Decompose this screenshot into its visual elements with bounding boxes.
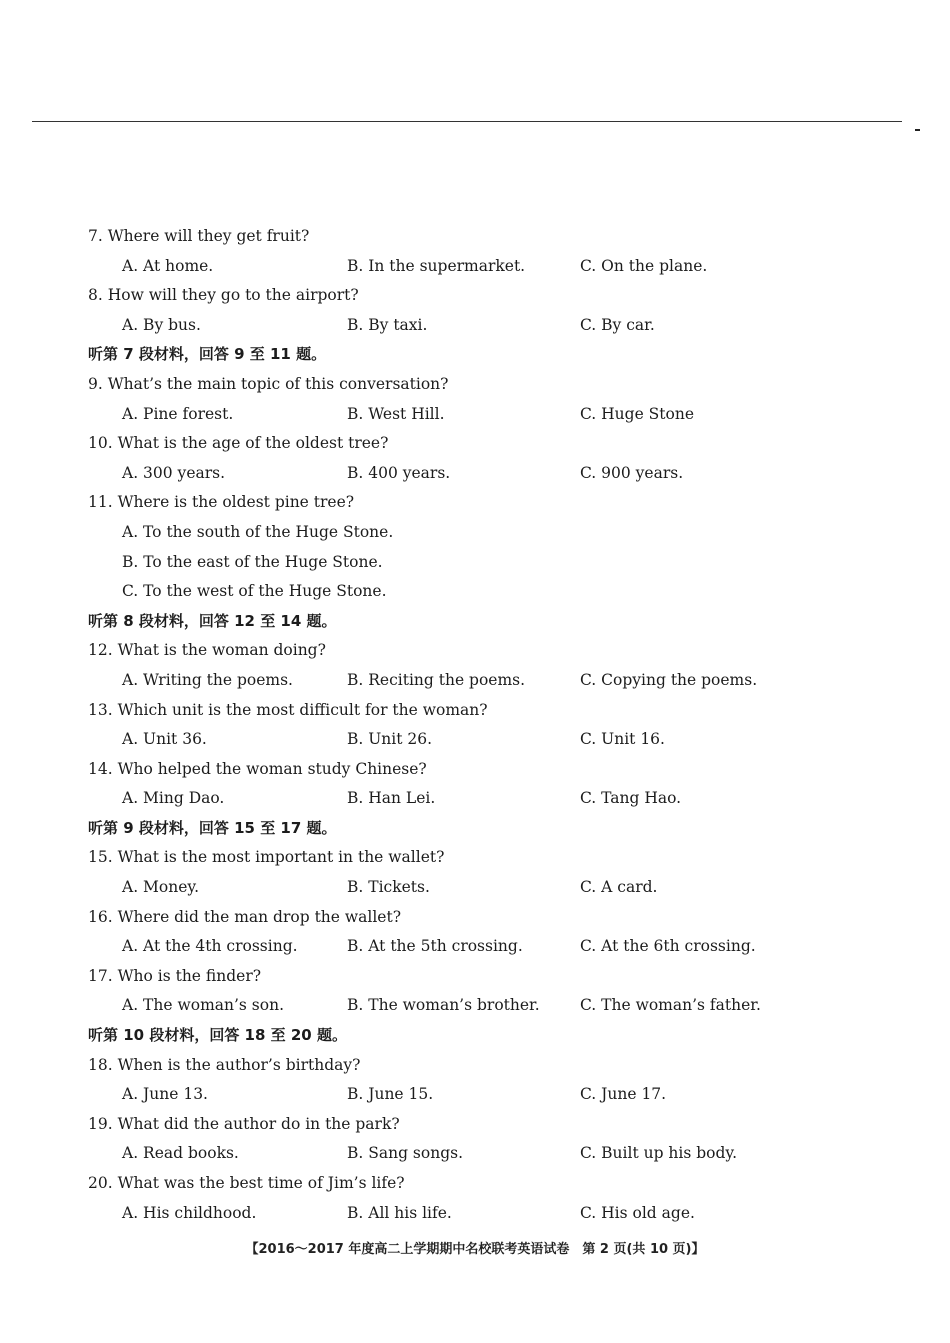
option-c: C. Unit 16.: [580, 730, 665, 749]
question-text: 19. What did the author do in the park?: [88, 1114, 400, 1133]
option-a: A. 300 years.: [122, 463, 226, 482]
question-text: 20. What was the best time of Jim’s life?: [88, 1174, 405, 1192]
question-text: 15. What is the most important in the wallet?: [88, 848, 445, 867]
option-row: [0, 784, 950, 814]
question-text: 14. Who helped the woman study Chinese?: [88, 759, 427, 778]
option-a: A. The woman’s son.: [122, 996, 284, 1015]
section-instruction: [0, 1021, 950, 1051]
question-text: 11. Where is the oldest pine tree?: [88, 493, 355, 512]
header-rule-mark: [915, 129, 920, 131]
option-a: A. Read books.: [122, 1144, 239, 1163]
question-text: 7. Where will they get fruit?: [88, 227, 310, 245]
option-b: B. At the 5th crossing.: [347, 937, 523, 956]
section-instruction: [0, 607, 950, 637]
question-stem: [0, 1051, 950, 1081]
question-stem: [0, 636, 950, 666]
option-c: C. To the west of the Huge Stone.: [122, 582, 387, 601]
option-row: [0, 518, 950, 548]
option-c: C. Copying the poems.: [580, 670, 758, 689]
question-text: 10. What is the age of the oldest tree?: [88, 434, 389, 453]
question-stem: [0, 843, 950, 873]
question-text: 9. What’s the main topic of this conversation?: [88, 374, 449, 393]
option-a: A. At the 4th crossing.: [122, 937, 298, 956]
option-c: C. The woman’s father.: [580, 996, 761, 1015]
question-stem: [0, 222, 950, 252]
question-stem: [0, 962, 950, 992]
option-a: A. Unit 36.: [122, 730, 207, 749]
option-b: B. By taxi.: [347, 315, 428, 334]
option-a: A. June 13.: [122, 1085, 208, 1104]
question-stem: [0, 696, 950, 726]
question-stem: [0, 370, 950, 400]
question-text: 8. How will they go to the airport?: [88, 286, 359, 305]
option-row: [0, 548, 950, 578]
option-row: [0, 991, 950, 1021]
header-rule: [32, 121, 902, 122]
option-a: A. Pine forest.: [122, 404, 234, 423]
question-stem: [0, 429, 950, 459]
section-instruction: [0, 814, 950, 844]
option-c: C. Tang Hao.: [580, 789, 682, 808]
option-b: B. All his life.: [347, 1203, 452, 1222]
option-row: [0, 252, 950, 282]
question-stem: [0, 755, 950, 785]
option-row: [0, 311, 950, 341]
option-row: [0, 1199, 950, 1229]
option-c: C. 900 years.: [580, 463, 684, 482]
option-b: B. To the east of the Huge Stone.: [122, 552, 383, 571]
option-a: A. Writing the poems.: [122, 670, 293, 689]
question-text: 18. When is the author’s birthday?: [88, 1055, 361, 1074]
option-c: C. On the plane.: [580, 256, 708, 275]
option-c: C. His old age.: [580, 1203, 695, 1222]
option-row: [0, 666, 950, 696]
question-text: 17. Who is the finder?: [88, 966, 262, 985]
option-row: [0, 459, 950, 489]
option-c: C. Built up his body.: [580, 1144, 738, 1163]
option-b: B. 400 years.: [347, 463, 451, 482]
question-stem: [0, 488, 950, 518]
question-text: 16. Where did the man drop the wallet?: [88, 907, 402, 926]
option-b: B. Tickets.: [347, 878, 430, 897]
option-row: [0, 1139, 950, 1169]
question-stem: [0, 1110, 950, 1140]
option-a: A. At home.: [122, 256, 214, 275]
option-b: B. June 15.: [347, 1085, 434, 1104]
option-a: A. Money.: [122, 878, 200, 897]
section-instruction-text: 听第 9 段材料，回答 15 至 17 题。: [88, 818, 337, 837]
option-a: A. To the south of the Huge Stone.: [122, 522, 394, 541]
section-instruction-text: 听第 10 段材料，回答 18 至 20 题。: [88, 1026, 347, 1045]
option-b: B. Unit 26.: [347, 730, 433, 749]
option-b: B. The woman’s brother.: [347, 996, 540, 1015]
option-row: [0, 932, 950, 962]
option-c: C. By car.: [580, 315, 655, 334]
option-b: B. Sang songs.: [347, 1144, 464, 1163]
option-row: [0, 1080, 950, 1110]
question-text: 13. Which unit is the most difficult for the woman?: [88, 700, 488, 719]
option-a: A. By bus.: [122, 315, 201, 334]
option-c: C. At the 6th crossing.: [580, 937, 756, 956]
option-a: A. Ming Dao.: [122, 789, 225, 808]
option-b: B. West Hill.: [347, 404, 445, 423]
option-c: C. June 17.: [580, 1085, 667, 1104]
option-c: C. Huge Stone: [580, 404, 695, 423]
option-c: C. A card.: [580, 878, 658, 897]
section-instruction-text: 听第 8 段材料，回答 12 至 14 题。: [88, 611, 337, 630]
option-row: [0, 577, 950, 607]
option-row: [0, 873, 950, 903]
section-instruction: [0, 340, 950, 370]
option-row: [0, 725, 950, 755]
option-b: B. In the supermarket.: [347, 256, 526, 275]
question-stem: [0, 1169, 950, 1199]
option-b: B. Reciting the poems.: [347, 670, 526, 689]
question-stem: [0, 281, 950, 311]
question-stem: [0, 903, 950, 933]
page-footer: 【2016～2017 年度高二上学期期中名校联考英语试卷 第 2 页(共 10 页)】: [245, 1242, 705, 1257]
option-b: B. Han Lei.: [347, 789, 436, 808]
option-row: [0, 400, 950, 430]
question-list: [0, 222, 950, 1228]
question-text: 12. What is the woman doing?: [88, 641, 326, 660]
option-a: A. His childhood.: [122, 1203, 257, 1222]
section-instruction-text: 听第 7 段材料，回答 9 至 11 题。: [88, 345, 327, 364]
